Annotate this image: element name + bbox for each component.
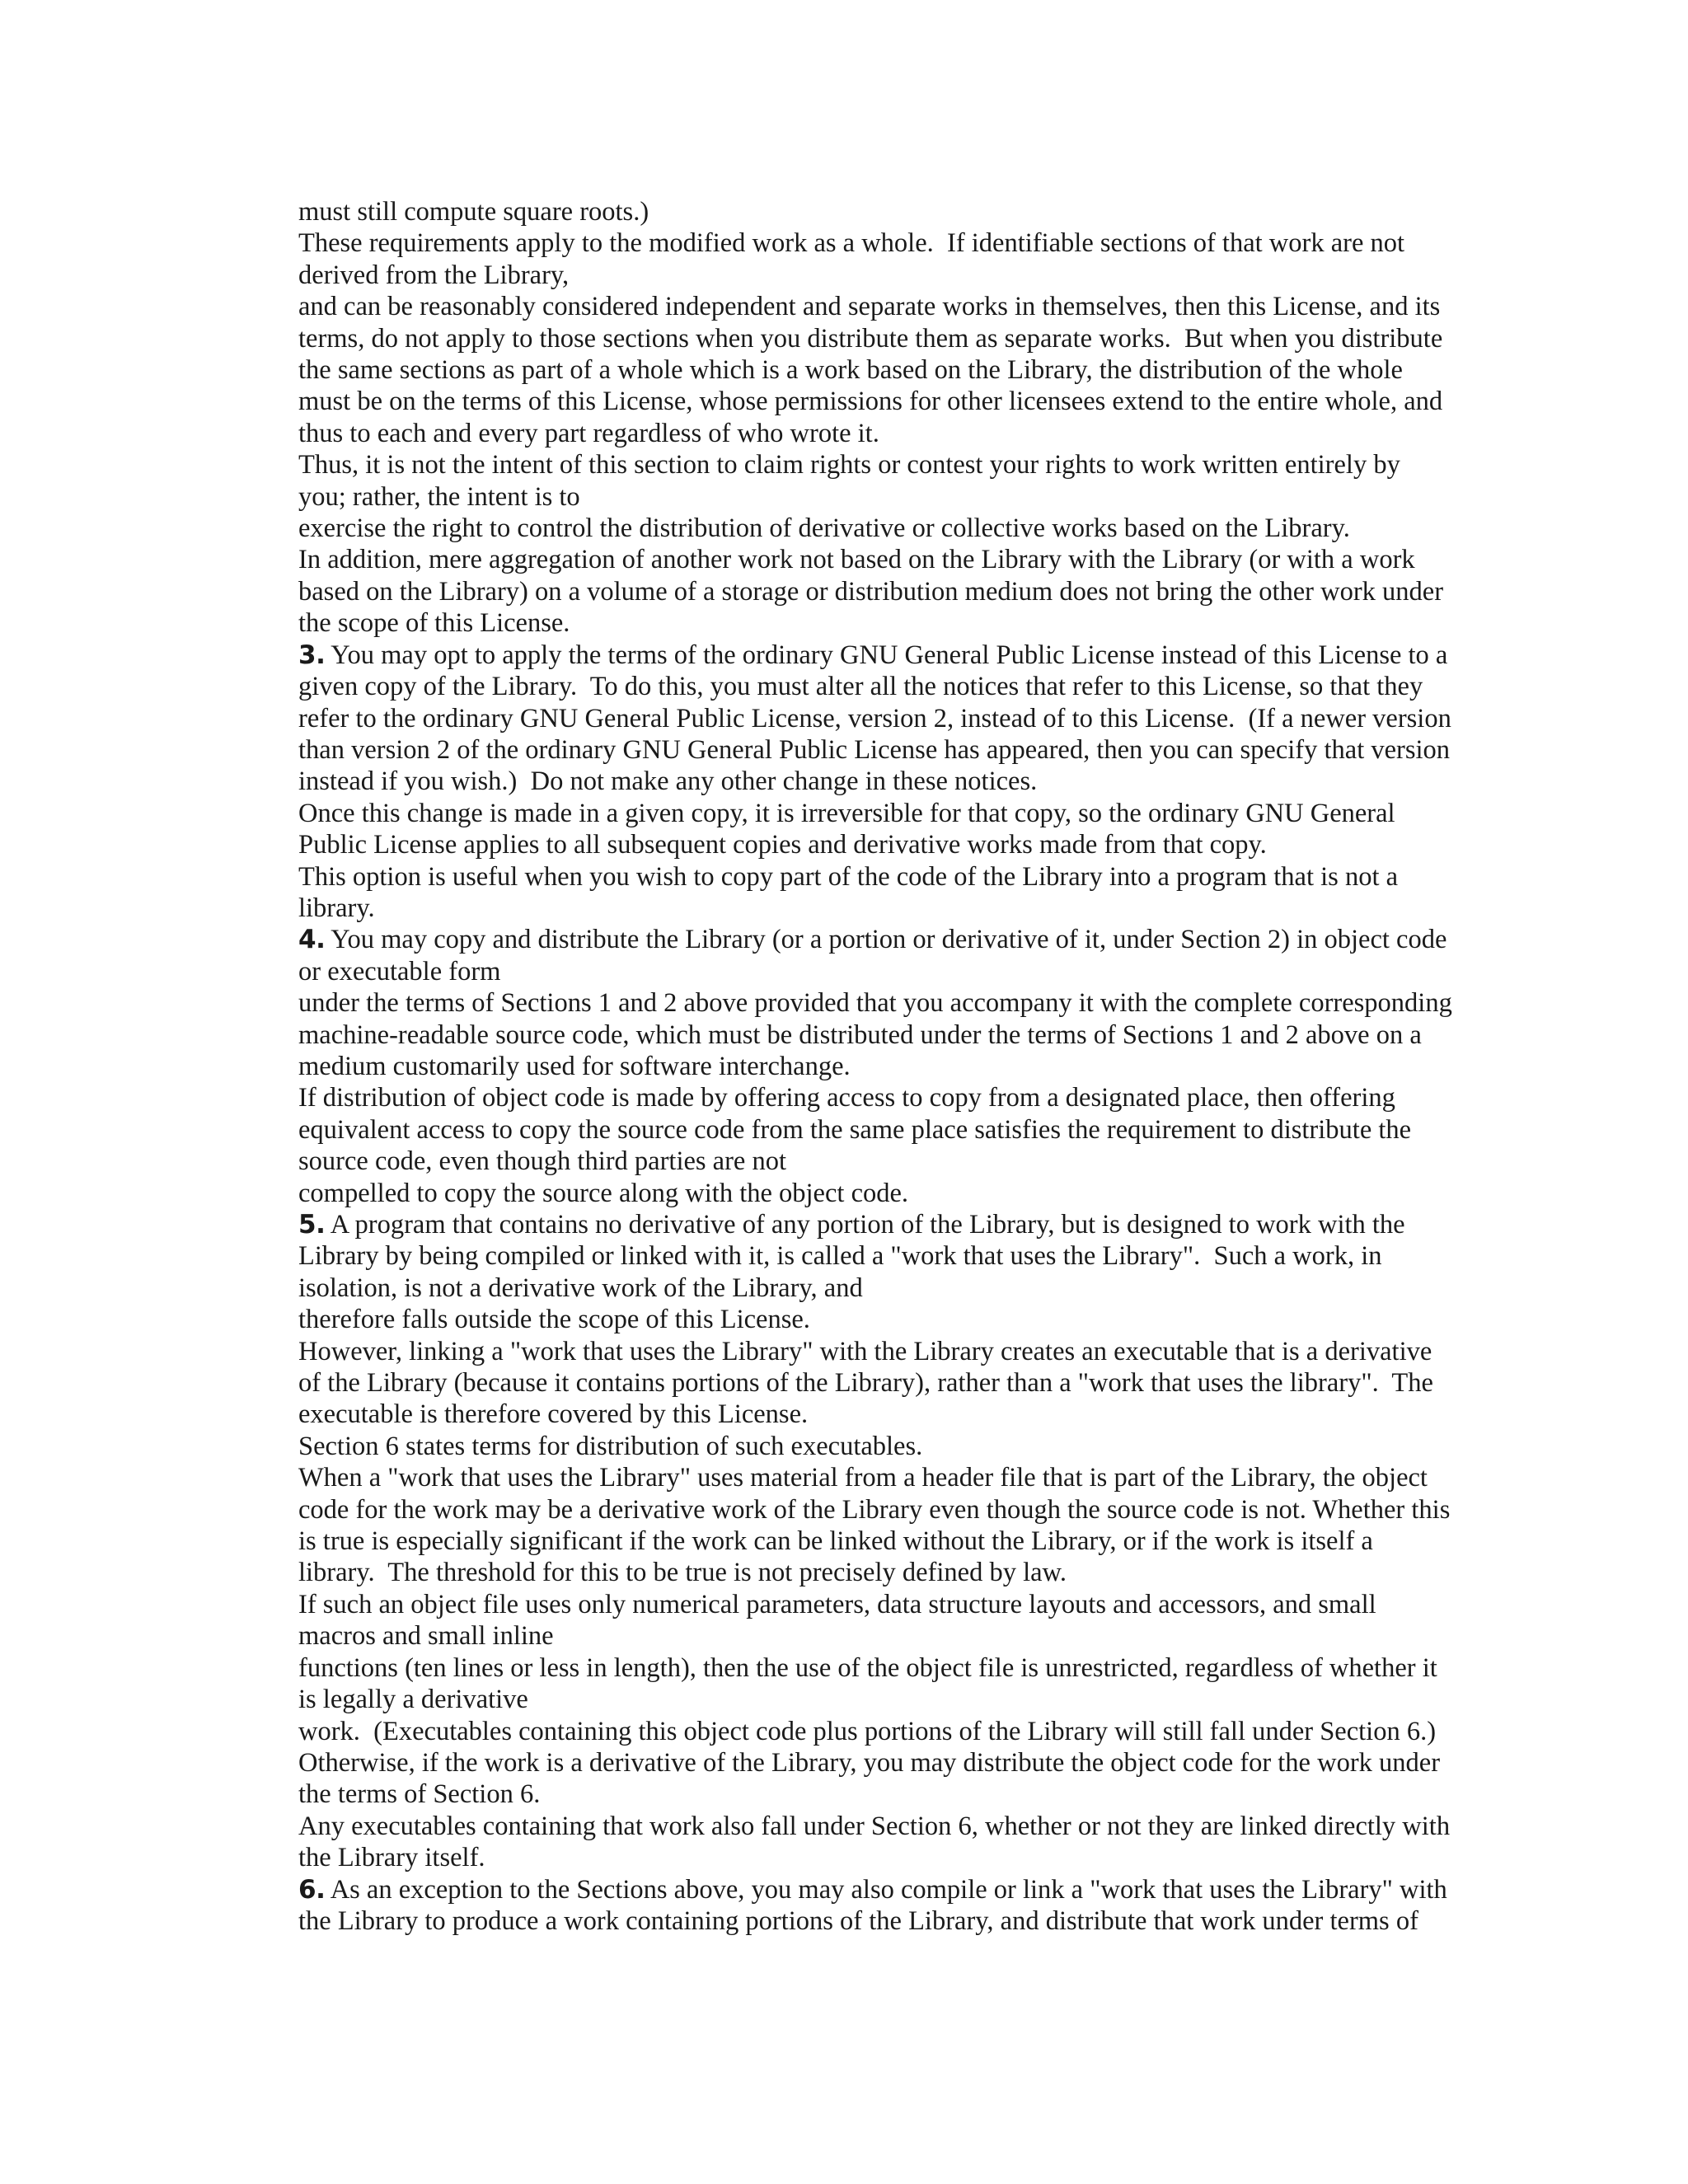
text-line: must be on the terms of this License, whose permissions for other licensees extend to the entire whole, and [298,387,1443,417]
text-line: If distribution of object code is made by offering access to copy from a designated place, then offering [298,1083,1395,1113]
paragraph [298,1304,1477,1335]
text-line: work. (Executables containing this object code plus portions of the Library will still fall under Section 6.) [298,1716,1437,1746]
text-line: must still compute square roots.) [298,197,649,227]
text-line: functions (ten lines or less in length), then the use of the object file is unrestricted, regardless of whether it [298,1652,1437,1683]
paragraph [298,196,1477,227]
section-text: A program that contains no derivative of any portion of the Library, but is designed to work with the [325,1210,1405,1240]
section-paragraph [298,1874,1477,1938]
text-line: library. [298,893,375,923]
text-line: This option is useful when you wish to copy part of the code of the Library into a program that is not a [298,861,1399,892]
section-number: 3. [298,640,326,670]
text-line: Public License applies to all subsequent copies and derivative works made from that copy. [298,830,1267,860]
document-page [298,196,1477,1937]
paragraph [298,1462,1477,1589]
text-line: In addition, mere aggregation of another work not based on the Library with the Library (or with a work [298,545,1415,575]
text-line: the terms of Section 6. [298,1779,541,1810]
section-paragraph [298,640,1477,798]
paragraph [298,291,1477,449]
text-line: therefore falls outside the scope of this License. [298,1305,810,1335]
text-line: terms, do not apply to those sections when you distribute them as separate works. But when you distribute [298,323,1443,354]
text-line: machine-readable source code, which must be distributed under the terms of Sections 1 and 2 above on a [298,1019,1422,1050]
text-line: than version 2 of the ordinary GNU General Public License has appeared, then you can specify that version [298,734,1451,765]
text-line: the Library to produce a work containing portions of the Library, and distribute that work under terms of [298,1905,1418,1936]
text-line: Otherwise, if the work is a derivative of the Library, you may distribute the object code for the work under [298,1747,1441,1778]
text-line: Thus, it is not the intent of this section to claim rights or contest your rights to work written entirely by [298,450,1400,480]
section-text: You may opt to apply the terms of the ordinary GNU General Public License instead of this License to a [325,640,1448,670]
section-number: 4. [298,925,326,955]
paragraph [298,1082,1477,1177]
text-line: source code, even though third parties are not [298,1146,787,1177]
text-line: equivalent access to copy the source code from the same place satisfies the requirement to distribute the [298,1114,1412,1145]
section-paragraph [298,924,1477,987]
text-line: you; rather, the intent is to [298,481,580,512]
text-line: derived from the Library, [298,260,570,290]
text-line: isolation, is not a derivative work of the Library, and [298,1272,863,1303]
text-line [298,1874,1477,1905]
text-line [298,640,1477,671]
text-line: thus to each and every part regardless of who wrote it. [298,418,879,448]
text-line: code for the work may be a derivative work of the Library even though the source code is not. Whether this [298,1494,1451,1525]
section-paragraph [298,1209,1477,1304]
text-line: the Library itself. [298,1843,485,1873]
text-line: When a "work that uses the Library" uses material from a header file that is part of the Library, the object [298,1463,1428,1493]
paragraph [298,227,1477,291]
paragraph [298,1652,1477,1716]
text-line: library. The threshold for this to be true is not precisely defined by law. [298,1558,1067,1588]
text-line: of the Library (because it contains portions of the Library), rather than a "work that uses the library". The [298,1368,1433,1399]
paragraph [298,1336,1477,1431]
text-line [298,924,1477,955]
paragraph [298,1431,1477,1462]
text-line: under the terms of Sections 1 and 2 above provided that you accompany it with the complete corresponding [298,988,1452,1019]
paragraph [298,513,1477,544]
text-line: Section 6 states terms for distribution of such executables. [298,1431,923,1461]
text-line: If such an object file uses only numerical parameters, data structure layouts and accessors, and small [298,1589,1376,1619]
section-text: As an exception to the Sections above, you may also compile or link a "work that uses the Library" with [325,1874,1447,1905]
paragraph [298,449,1477,513]
text-line: the scope of this License. [298,608,570,639]
paragraph [298,861,1477,925]
text-line: These requirements apply to the modified work as a whole. If identifiable sections of that work are not [298,228,1405,259]
text-line: executable is therefore covered by this License. [298,1399,809,1430]
paragraph [298,1716,1477,1747]
text-line: compelled to copy the source along with the object code. [298,1178,909,1208]
text-line: However, linking a "work that uses the Library" with the Library creates an executable that is a derivative [298,1336,1432,1366]
text-line [298,1209,1477,1240]
section-text: You may copy and distribute the Library (or a portion or derivative of it, under Section 2) in object code [325,925,1447,955]
text-line: is legally a derivative [298,1685,528,1715]
text-line: exercise the right to control the distribution of derivative or collective works based on the Library. [298,513,1350,544]
text-line: based on the Library) on a volume of a storage or distribution medium does not bring the other work under [298,576,1444,607]
text-line: medium customarily used for software interchange. [298,1051,851,1081]
text-line: Any executables containing that work also fall under Section 6, whether or not they are linked directly with [298,1811,1451,1841]
paragraph [298,1747,1477,1811]
text-line: given copy of the Library. To do this, you must alter all the notices that refer to this License, so that they [298,672,1423,702]
text-line: and can be reasonably considered independent and separate works in themselves, then this License, and its [298,292,1441,322]
text-line: instead if you wish.) Do not make any other change in these notices. [298,766,1038,797]
text-line: Library by being compiled or linked with it, is called a "work that uses the Library". Such a work, in [298,1241,1382,1272]
paragraph [298,1178,1477,1209]
paragraph [298,1589,1477,1652]
section-number: 6. [298,1874,326,1905]
text-line: is true is especially significant if the work can be linked without the Library, or if the work is itself a [298,1526,1373,1557]
paragraph [298,544,1477,639]
paragraph [298,1811,1477,1874]
paragraph [298,987,1477,1082]
text-line: macros and small inline [298,1621,554,1652]
text-line: or executable form [298,956,501,987]
paragraph [298,798,1477,861]
text-line: the same sections as part of a whole which is a work based on the Library, the distribution of the whole [298,355,1403,386]
section-number: 5. [298,1210,326,1240]
text-line: Once this change is made in a given copy, it is irreversible for that copy, so the ordinary GNU General [298,798,1395,828]
text-line: refer to the ordinary GNU General Public License, version 2, instead of to this License. (If a newer version [298,703,1451,733]
